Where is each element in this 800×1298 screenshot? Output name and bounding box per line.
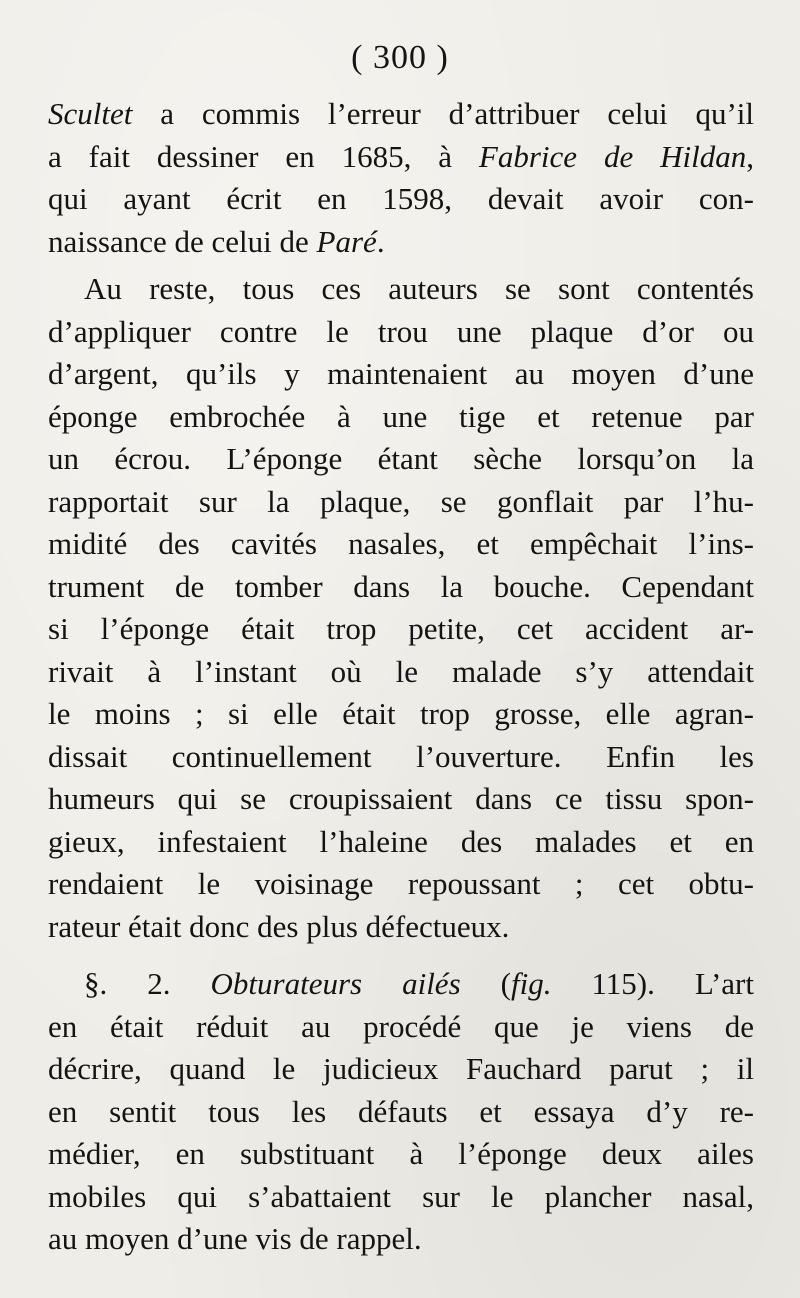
text-segment: un écrou. L’éponge étant sèche lorsqu’on la xyxy=(48,441,754,476)
text-line xyxy=(48,566,754,609)
text-line xyxy=(48,608,754,651)
text-segment: décrire, quand le judicieux Fauchard parut ; il xyxy=(48,1051,754,1086)
text-line xyxy=(48,221,754,264)
text-segment: ( xyxy=(460,966,511,1001)
text-segment: midité des cavités nasales, et empêchait l’ins- xyxy=(48,526,754,561)
text-line xyxy=(48,778,754,821)
text-segment: si l’éponge était trop petite, cet accident ar- xyxy=(48,611,754,646)
text-segment: naissance de celui de xyxy=(48,223,317,259)
text-segment: 115). L’art xyxy=(551,966,754,1001)
text-line xyxy=(48,693,754,736)
text-line xyxy=(48,136,754,179)
text-segment: qui ayant écrit en 1598, devait avoir con- xyxy=(48,181,754,216)
text-line xyxy=(48,736,754,779)
text-segment: rateur était donc des plus défectueux. xyxy=(48,908,510,944)
text-segment: en sentit tous les défauts et essaya d’y re- xyxy=(48,1093,754,1129)
text-line xyxy=(48,1176,754,1219)
text-segment: Au reste, tous ces auteurs se sont contentés xyxy=(84,271,754,306)
text-segment: rapportait sur la plaque, se gonflait par l’hu- xyxy=(48,483,754,519)
italic-text: fig. xyxy=(510,966,552,1001)
text-segment: rendaient le voisinage repoussant ; cet obtu- xyxy=(48,866,754,901)
text-line xyxy=(48,651,754,694)
text-line xyxy=(48,353,754,396)
text-line xyxy=(48,1048,754,1091)
italic-text: Obturateurs ailés xyxy=(210,966,461,1001)
text-segment: médier, en substituant à l’éponge deux ailes xyxy=(48,1136,754,1171)
text-segment: , xyxy=(746,138,754,174)
text-segment: humeurs qui se croupissaient dans ce tissu spon- xyxy=(48,781,754,816)
text-segment: gieux, infestaient l’haleine des malades et en xyxy=(48,823,754,859)
text-segment: d’appliquer contre le trou une plaque d’or ou xyxy=(48,313,754,349)
text-segment: le moins ; si elle était trop grosse, elle agran- xyxy=(48,696,754,731)
paragraph-3 xyxy=(48,963,754,1261)
text-line xyxy=(48,268,754,311)
text-segment: éponge embrochée à une tige et retenue par xyxy=(48,398,754,434)
text-line xyxy=(48,821,754,864)
paragraph-2 xyxy=(48,268,754,948)
text-line xyxy=(48,1133,754,1176)
paragraph-1 xyxy=(48,93,754,263)
text-segment: au moyen d’une vis de rappel. xyxy=(48,1221,422,1256)
text-line xyxy=(48,1091,754,1134)
text-line xyxy=(48,1218,754,1261)
text-segment: mobiles qui s’abattaient sur le plancher nasal, xyxy=(48,1178,754,1214)
text-line xyxy=(48,481,754,524)
text-segment: dissait continuellement l’ouverture. Enfin les xyxy=(48,738,754,774)
text-segment: d’argent, qu’ils y maintenaient au moyen d’une xyxy=(48,356,754,391)
text-line xyxy=(48,523,754,566)
text-line xyxy=(48,906,754,949)
text-segment: trument de tomber dans la bouche. Cependant xyxy=(48,568,754,604)
text-line xyxy=(48,438,754,481)
text-line xyxy=(48,396,754,439)
text-line xyxy=(48,178,754,221)
text-line xyxy=(48,311,754,354)
text-segment: a commis l’erreur d’attribuer celui qu’il xyxy=(132,96,754,131)
text-line xyxy=(48,863,754,906)
text-line xyxy=(48,963,754,1006)
text-segment: rivait à l’instant où le malade s’y attendait xyxy=(48,653,754,689)
page-number: ( 300 ) xyxy=(351,39,449,76)
text-segment: en était réduit au procédé que je viens de xyxy=(48,1008,754,1044)
text-line xyxy=(48,93,754,136)
italic-text: Scultet xyxy=(48,96,133,131)
italic-text: Fabrice de Hildan xyxy=(478,138,747,174)
text-line xyxy=(48,1006,754,1049)
text-segment: a fait dessiner en 1685, à xyxy=(48,138,479,174)
text-segment: . xyxy=(376,223,385,259)
italic-text: Paré xyxy=(316,223,377,259)
text-segment: §. 2. xyxy=(84,966,211,1001)
